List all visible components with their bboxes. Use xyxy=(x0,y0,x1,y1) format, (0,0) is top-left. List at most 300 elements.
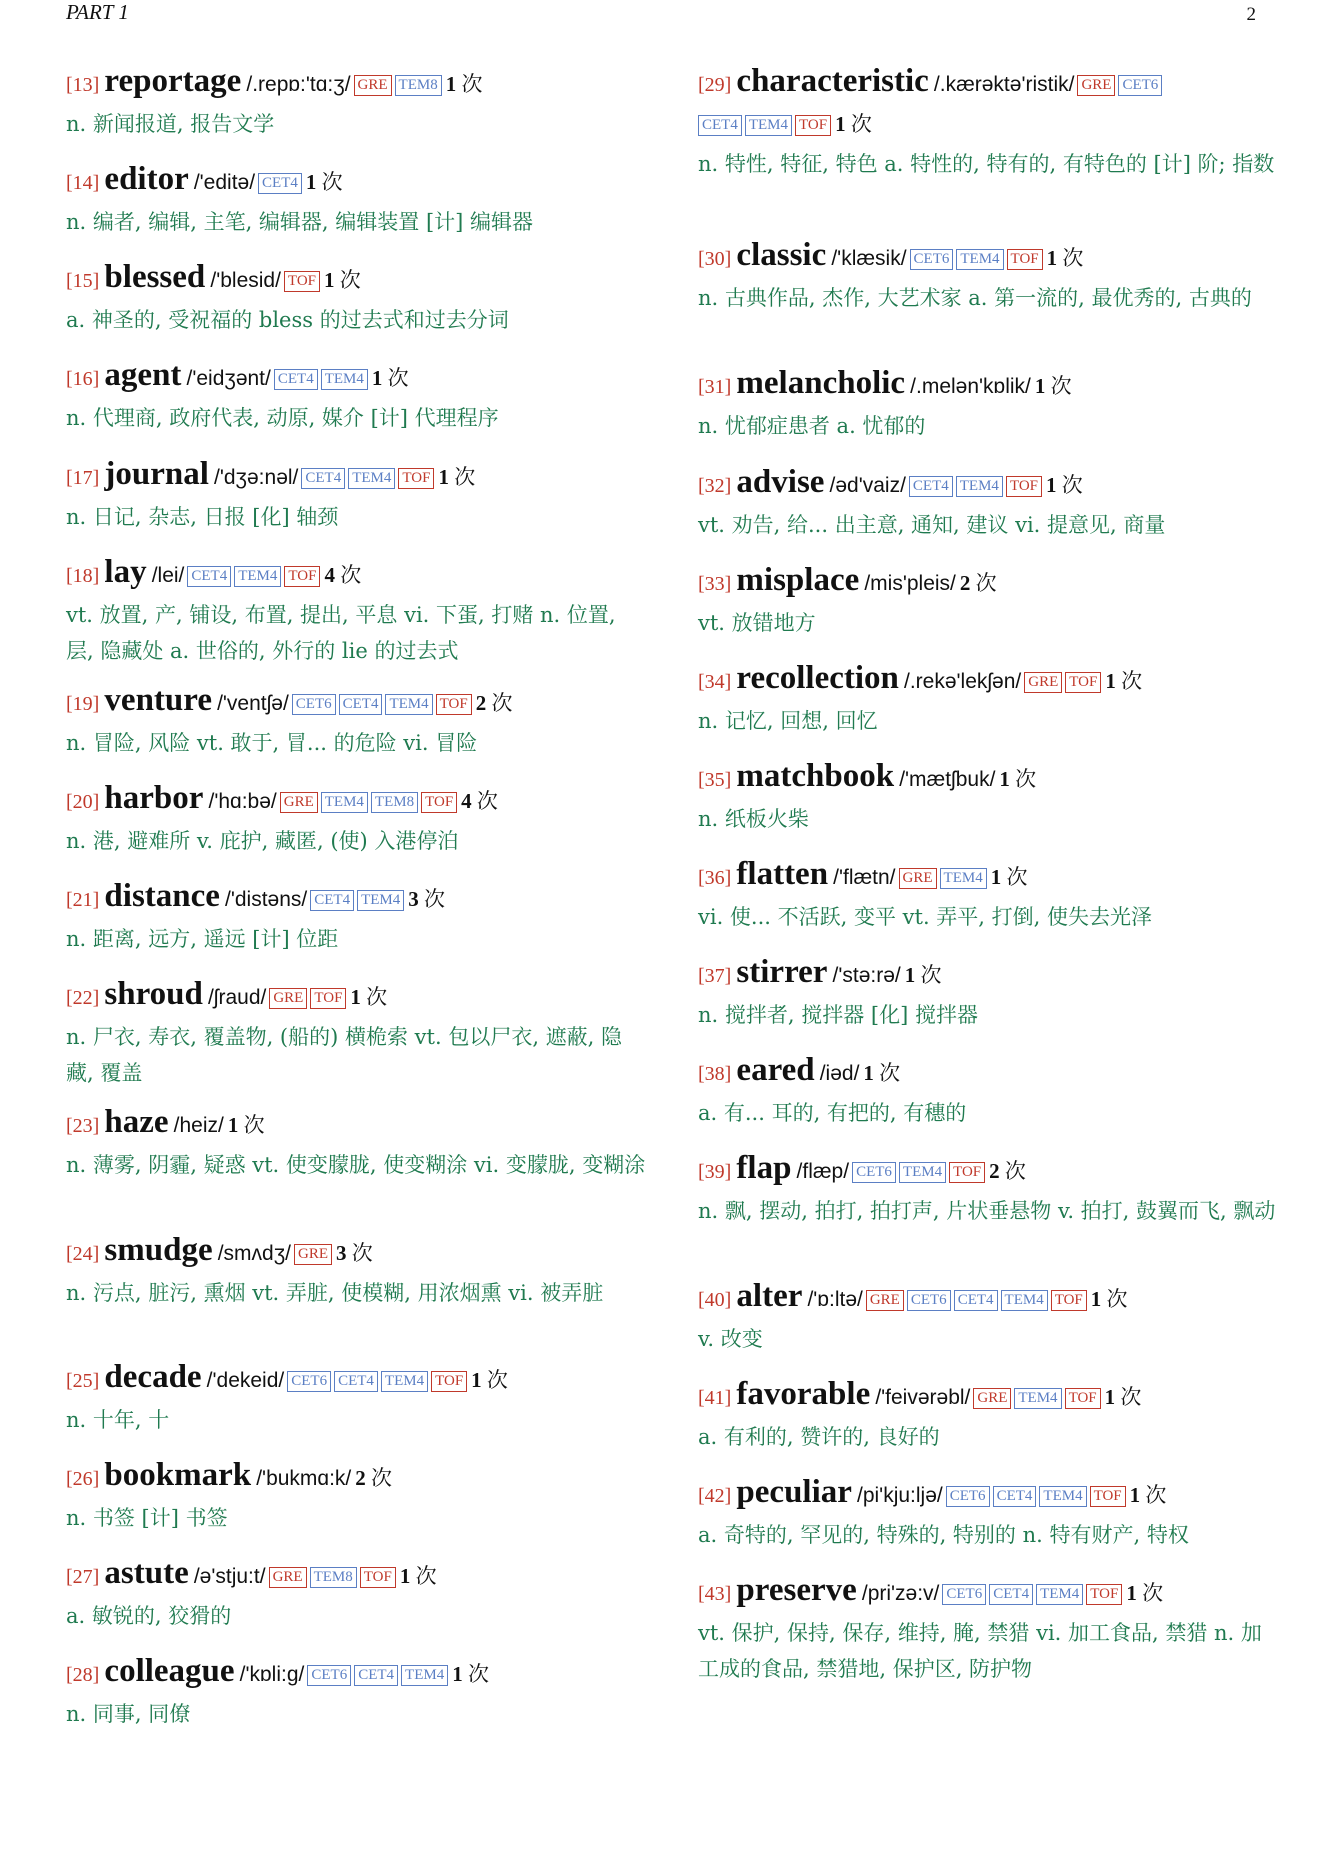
phonetic: /.melən'kɒlik/ xyxy=(910,375,1031,398)
exam-tag-tof: TOF xyxy=(284,271,320,292)
frequency-count: 3 xyxy=(408,887,419,911)
word-entry xyxy=(66,1554,646,1634)
exam-tag-tem8: TEM8 xyxy=(371,792,418,813)
word-entry xyxy=(66,975,646,1091)
frequency-unit: 次 xyxy=(999,1159,1026,1183)
entry-index: [20] xyxy=(66,791,100,813)
entry-headline xyxy=(66,1358,646,1401)
entry-headline xyxy=(698,659,1278,702)
frequency-unit: 次 xyxy=(873,1061,901,1085)
entry-index: [29] xyxy=(698,74,732,96)
phonetic: /'mætʃbuk/ xyxy=(899,768,996,791)
word-entry xyxy=(66,62,646,142)
headword: shroud xyxy=(104,976,203,1012)
entry-index: [24] xyxy=(66,1243,100,1265)
headword: favorable xyxy=(736,1376,871,1412)
exam-tag-tof: TOF xyxy=(1006,476,1042,497)
entry-index: [22] xyxy=(66,987,100,1009)
exam-tag-tof: TOF xyxy=(1051,1290,1087,1311)
definition: a. 奇特的, 罕见的, 特殊的, 特别的 n. 特有财产, 特权 xyxy=(698,1523,1189,1547)
entry-headline xyxy=(698,1473,1278,1516)
word-entry xyxy=(698,1149,1278,1229)
entry-headline xyxy=(698,1149,1278,1192)
definition: n. 代理商, 政府代表, 动原, 媒介 [计] 代理程序 xyxy=(66,406,499,430)
exam-tag-cet6: CET6 xyxy=(942,1584,986,1605)
frequency-unit: 次 xyxy=(456,72,483,96)
word-entry xyxy=(698,561,1278,641)
frequency-unit: 次 xyxy=(481,1368,508,1392)
frequency-count: 1 xyxy=(438,465,449,489)
exam-tag-tem4: TEM4 xyxy=(1014,1388,1061,1409)
frequency-count: 1 xyxy=(863,1061,874,1085)
headword: venture xyxy=(104,682,212,718)
frequency xyxy=(835,112,872,136)
entry-headline xyxy=(698,953,1278,996)
phonetic: /'ɒ:ltə/ xyxy=(807,1288,863,1311)
entry-index: [39] xyxy=(698,1161,732,1183)
exam-tag-gre: GRE xyxy=(866,1290,904,1311)
exam-tag-gre: GRE xyxy=(1077,75,1115,96)
headword: agent xyxy=(104,357,182,393)
exam-tag-tem4: TEM4 xyxy=(940,868,987,889)
phonetic: /mis'pleis/ xyxy=(864,572,956,595)
exam-tag-tof: TOF xyxy=(436,694,472,715)
headword: matchbook xyxy=(736,758,895,794)
frequency xyxy=(324,268,361,292)
exam-tag-cet4: CET4 xyxy=(993,1486,1037,1507)
exam-tag-cet4: CET4 xyxy=(909,476,953,497)
frequency xyxy=(461,789,498,813)
entry-headline xyxy=(698,1277,1278,1320)
word-entry xyxy=(66,877,646,957)
frequency-count: 2 xyxy=(355,1466,366,1490)
entry-headline xyxy=(698,463,1278,506)
entry-index: [28] xyxy=(66,1664,100,1686)
frequency-count: 1 xyxy=(227,1113,239,1137)
entry-headline xyxy=(698,561,1278,604)
word-entry xyxy=(66,455,646,535)
entry-index: [33] xyxy=(698,573,732,595)
exam-tag-cet6: CET6 xyxy=(910,249,954,270)
definition: n. 编者, 编辑, 主笔, 编辑器, 编辑装置 [计] 编辑器 xyxy=(66,210,534,234)
exam-tag-tem4: TEM4 xyxy=(234,566,281,587)
frequency xyxy=(1105,1385,1142,1409)
exam-tag-tof: TOF xyxy=(310,988,346,1009)
phonetic: /iəd/ xyxy=(819,1062,860,1085)
exam-tag-tof: TOF xyxy=(421,792,457,813)
exam-tag-tof: TOF xyxy=(1090,1486,1126,1507)
frequency-unit: 次 xyxy=(410,1564,437,1588)
headword: decade xyxy=(104,1359,202,1395)
definition: n. 古典作品, 杰作, 大艺术家 a. 第一流的, 最优秀的, 古典的 xyxy=(698,286,1252,310)
frequency-unit: 次 xyxy=(915,963,942,987)
exam-tag-gre: GRE xyxy=(899,868,937,889)
definition: a. 敏锐的, 狡猾的 xyxy=(66,1604,232,1628)
word-entry xyxy=(698,1375,1278,1455)
phonetic: /'blesid/ xyxy=(210,269,281,292)
exam-tag-tem4: TEM4 xyxy=(1039,1486,1086,1507)
entry-headline xyxy=(66,1652,646,1695)
definition: vt. 劝告, 给... 出主意, 通知, 建议 vi. 提意见, 商量 xyxy=(698,513,1166,537)
headword: bookmark xyxy=(104,1457,252,1493)
entry-headline xyxy=(698,1571,1278,1614)
definition: n. 同事, 同僚 xyxy=(66,1702,191,1726)
exam-tag-cet4: CET4 xyxy=(354,1665,398,1686)
frequency-unit: 次 xyxy=(1056,473,1083,497)
frequency-count: 4 xyxy=(461,789,472,813)
entry-headline xyxy=(66,681,646,724)
entry-headline xyxy=(66,1231,646,1274)
word-entry xyxy=(66,160,646,240)
page-header xyxy=(66,0,1256,30)
exam-tag-tof: TOF xyxy=(949,1162,985,1183)
headword: eared xyxy=(736,1052,815,1088)
frequency-unit: 次 xyxy=(334,268,361,292)
entry-index: [37] xyxy=(698,965,732,987)
exam-tag-cet4: CET4 xyxy=(339,694,383,715)
frequency-count: 1 xyxy=(1090,1287,1102,1311)
entry-index: [21] xyxy=(66,889,100,911)
entry-headline xyxy=(66,356,646,399)
exam-tag-cet4: CET4 xyxy=(310,890,354,911)
exam-tag-tem4: TEM4 xyxy=(348,468,395,489)
frequency xyxy=(1035,374,1072,398)
frequency-unit: 次 xyxy=(970,571,997,595)
exam-tag-tem4: TEM4 xyxy=(899,1162,946,1183)
exam-tag-cet4: CET4 xyxy=(954,1290,998,1311)
exam-tag-tem4: TEM4 xyxy=(745,115,792,136)
exam-tag-tof: TOF xyxy=(795,115,831,136)
frequency xyxy=(350,985,387,1009)
frequency-unit: 次 xyxy=(382,366,409,390)
frequency xyxy=(372,366,409,390)
frequency-count: 1 xyxy=(1105,669,1116,693)
phonetic: /'eidʒənt/ xyxy=(186,367,271,390)
headword: preserve xyxy=(736,1572,857,1608)
phonetic: /.rekə'lekʃən/ xyxy=(904,670,1022,693)
exam-tag-cet4: CET4 xyxy=(334,1371,378,1392)
phonetic: /heiz/ xyxy=(173,1114,224,1137)
definition: vt. 放错地方 xyxy=(698,611,816,635)
frequency xyxy=(355,1466,392,1490)
exam-tag-tof: TOF xyxy=(1065,1388,1101,1409)
exam-tag-tem4: TEM4 xyxy=(357,890,404,911)
entry-index: [16] xyxy=(66,368,100,390)
exam-tag-gre: GRE xyxy=(269,988,307,1009)
frequency-count: 1 xyxy=(904,963,916,987)
entry-index: [34] xyxy=(698,671,732,693)
entry-headline xyxy=(698,1051,1278,1094)
definition: vt. 保护, 保持, 保存, 维持, 腌, 禁猎 vi. 加工食品, 禁猎 n. 加工成的食品, 禁猎地, 保护区, 防护物 xyxy=(698,1621,1262,1681)
exam-tag-tem8: TEM8 xyxy=(395,75,442,96)
definition: n. 飘, 摆动, 拍打, 拍打声, 片状垂悬物 v. 拍打, 鼓翼而飞, 飘动 xyxy=(698,1199,1276,1223)
definition: a. 神圣的, 受祝福的 bless 的过去式和过去分词 xyxy=(66,308,509,332)
exam-tag-gre: GRE xyxy=(354,75,392,96)
word-entry xyxy=(66,356,646,436)
frequency-count: 1 xyxy=(445,72,457,96)
exam-tag-cet4: CET4 xyxy=(274,369,318,390)
frequency xyxy=(989,1159,1026,1183)
frequency-unit: 次 xyxy=(448,465,476,489)
frequency-unit: 次 xyxy=(1001,865,1028,889)
exam-tag-tem4: TEM4 xyxy=(956,476,1003,497)
phonetic: /'flætn/ xyxy=(833,866,896,889)
frequency-count: 1 xyxy=(452,1662,463,1686)
definition: a. 有... 耳的, 有把的, 有穗的 xyxy=(698,1101,967,1125)
exam-tag-tem8: TEM8 xyxy=(310,1567,357,1588)
phonetic: /'kɒli:g/ xyxy=(239,1663,305,1686)
definition: n. 纸板火柴 xyxy=(698,807,809,831)
frequency xyxy=(1105,669,1142,693)
exam-tag-cet6: CET6 xyxy=(287,1371,331,1392)
page-number: 2 xyxy=(1246,4,1256,25)
headword: misplace xyxy=(736,562,860,598)
frequency xyxy=(408,887,445,911)
frequency xyxy=(1126,1581,1163,1605)
word-entry xyxy=(66,1652,646,1732)
entry-index: [17] xyxy=(66,467,100,489)
exam-tag-tof: TOF xyxy=(284,566,320,587)
word-entry xyxy=(698,364,1278,444)
entry-headline xyxy=(66,779,646,822)
exam-tag-gre: GRE xyxy=(973,1388,1011,1409)
exam-tag-tem4: TEM4 xyxy=(1001,1290,1048,1311)
entry-index: [14] xyxy=(66,172,100,194)
phonetic: /əd'vaiz/ xyxy=(829,474,906,497)
frequency xyxy=(1130,1483,1167,1507)
frequency xyxy=(863,1061,900,1085)
entry-index: [13] xyxy=(66,74,100,96)
exam-tag-cet4: CET4 xyxy=(187,566,231,587)
entry-headline xyxy=(698,855,1278,898)
entry-index: [43] xyxy=(698,1583,732,1605)
phonetic: /pi'kju:ljə/ xyxy=(857,1484,943,1507)
headword: astute xyxy=(104,1555,189,1591)
headword: classic xyxy=(736,237,827,273)
phonetic: /'bukmɑ:k/ xyxy=(256,1467,352,1490)
frequency-unit: 次 xyxy=(471,789,498,813)
word-entry xyxy=(698,757,1278,837)
entry-index: [15] xyxy=(66,270,100,292)
entry-headline xyxy=(66,62,646,105)
headword: harbor xyxy=(104,780,204,816)
headword: stirrer xyxy=(736,954,828,990)
definition: vt. 放置, 产, 铺设, 布置, 提出, 平息 vi. 下蛋, 打赌 n. 位置, 层, 隐藏处 a. 世俗的, 外行的 lie 的过去式 xyxy=(66,603,616,663)
frequency-count: 1 xyxy=(1034,374,1046,398)
phonetic: /'feivərəbl/ xyxy=(875,1386,971,1409)
phonetic: /pri'zə:v/ xyxy=(861,1582,940,1605)
frequency-unit: 次 xyxy=(1136,1581,1164,1605)
frequency-count: 1 xyxy=(305,170,317,194)
word-entry xyxy=(66,553,646,669)
headword: smudge xyxy=(104,1232,213,1268)
frequency-unit: 次 xyxy=(365,1466,393,1490)
word-entry xyxy=(66,779,646,859)
frequency xyxy=(471,1368,508,1392)
phonetic: /'editə/ xyxy=(193,171,256,194)
entry-headline xyxy=(66,877,646,920)
frequency-count: 2 xyxy=(959,571,971,595)
word-entry xyxy=(698,855,1278,935)
exam-tag-tem4: TEM4 xyxy=(1036,1584,1083,1605)
frequency xyxy=(400,1564,437,1588)
definition: n. 污点, 脏污, 熏烟 vt. 弄脏, 使模糊, 用浓烟熏 vi. 被弄脏 xyxy=(66,1281,604,1305)
phonetic: /'distəns/ xyxy=(225,888,308,911)
exam-tag-tem4: TEM4 xyxy=(385,694,432,715)
entry-headline xyxy=(66,160,646,203)
frequency-count: 1 xyxy=(399,1564,411,1588)
phonetic: /'dekeid/ xyxy=(206,1369,285,1392)
exam-tag-gre: GRE xyxy=(269,1567,307,1588)
word-entry xyxy=(698,463,1278,543)
headword: lay xyxy=(104,554,147,590)
frequency-unit: 次 xyxy=(1045,374,1072,398)
entry-index: [31] xyxy=(698,376,732,398)
phonetic: /'ventʃə/ xyxy=(217,692,289,715)
entry-index: [38] xyxy=(698,1063,732,1085)
entry-headline xyxy=(66,1554,646,1597)
frequency xyxy=(438,465,475,489)
exam-tag-gre: GRE xyxy=(280,792,318,813)
frequency-unit: 次 xyxy=(486,691,513,715)
frequency-unit: 次 xyxy=(1115,1385,1142,1409)
frequency xyxy=(991,865,1028,889)
definition: n. 书签 [计] 书签 xyxy=(66,1506,228,1530)
entry-index: [25] xyxy=(66,1370,100,1392)
frequency-unit: 次 xyxy=(462,1662,489,1686)
headword: flap xyxy=(736,1150,792,1186)
entry-headline xyxy=(66,258,646,301)
definition: n. 记忆, 回想, 回忆 xyxy=(698,709,878,733)
phonetic: /'klæsik/ xyxy=(831,247,907,270)
frequency xyxy=(1046,473,1083,497)
phonetic: /.kærəktə'ristik/ xyxy=(933,73,1075,96)
phonetic: /ə'stju:t/ xyxy=(193,1565,266,1588)
frequency-count: 1 xyxy=(324,268,335,292)
frequency-count: 3 xyxy=(336,1241,347,1265)
exam-tag-tof: TOF xyxy=(360,1567,396,1588)
phonetic: /ʃraud/ xyxy=(207,986,267,1009)
headword: haze xyxy=(104,1104,169,1140)
exam-tag-gre: GRE xyxy=(294,1244,332,1265)
frequency-count: 1 xyxy=(999,767,1010,791)
exam-tag-tof: TOF xyxy=(1007,249,1043,270)
exam-tag-tem4: TEM4 xyxy=(401,1665,448,1686)
entry-index: [19] xyxy=(66,693,100,715)
exam-tag-cet4: CET4 xyxy=(301,468,345,489)
headword: melancholic xyxy=(736,365,906,401)
definition: n. 搅拌者, 搅拌器 [化] 搅拌器 xyxy=(698,1003,978,1027)
frequency-unit: 次 xyxy=(238,1113,265,1137)
definition: a. 有利的, 赞许的, 良好的 xyxy=(698,1425,940,1449)
definition: vi. 使... 不活跃, 变平 vt. 弄平, 打倒, 使失去光泽 xyxy=(698,905,1153,929)
word-entry xyxy=(698,236,1278,316)
frequency xyxy=(476,691,513,715)
definition: n. 十年, 十 xyxy=(66,1408,170,1432)
word-entry xyxy=(698,1473,1278,1553)
frequency xyxy=(336,1241,373,1265)
frequency-count: 1 xyxy=(1129,1483,1141,1507)
phonetic: /'stə:rə/ xyxy=(832,964,901,987)
frequency xyxy=(228,1113,265,1137)
frequency-unit: 次 xyxy=(346,1241,373,1265)
frequency-count: 1 xyxy=(371,366,383,390)
exam-tag-cet6: CET6 xyxy=(946,1486,990,1507)
entry-headline xyxy=(698,364,1278,407)
entry-headline xyxy=(66,975,646,1018)
phonetic: /flæp/ xyxy=(796,1160,850,1183)
entry-headline xyxy=(66,1456,646,1499)
frequency xyxy=(324,563,361,587)
frequency-count: 1 xyxy=(471,1368,482,1392)
frequency-count: 1 xyxy=(350,985,361,1009)
word-entry xyxy=(66,1231,646,1311)
entry-headline xyxy=(698,236,1278,279)
frequency-unit: 次 xyxy=(418,887,445,911)
frequency-count: 1 xyxy=(1046,246,1058,270)
entry-index: [41] xyxy=(698,1387,732,1409)
definition: n. 特性, 特征, 特色 a. 特性的, 特有的, 有特色的 [计] 阶; 指数 xyxy=(698,152,1275,176)
word-entry xyxy=(66,1103,646,1183)
headword: peculiar xyxy=(736,1474,852,1510)
entry-headline xyxy=(66,553,646,596)
entry-index: [40] xyxy=(698,1289,732,1311)
entry-index: [23] xyxy=(66,1115,100,1137)
definition: n. 尸衣, 寿衣, 覆盖物, (船的) 横桅索 vt. 包以尸衣, 遮蔽, 隐藏, 覆盖 xyxy=(66,1025,623,1085)
word-entry xyxy=(698,953,1278,1033)
exam-tag-cet4: CET4 xyxy=(698,115,742,136)
frequency-count: 1 xyxy=(1126,1581,1137,1605)
definition: n. 冒险, 风险 vt. 敢于, 冒... 的危险 vi. 冒险 xyxy=(66,731,478,755)
exam-tag-cet6: CET6 xyxy=(307,1665,351,1686)
headword: colleague xyxy=(104,1653,235,1689)
headword: reportage xyxy=(104,63,242,99)
frequency-unit: 次 xyxy=(360,985,388,1009)
frequency xyxy=(446,72,483,96)
headword: characteristic xyxy=(736,63,929,99)
phonetic: /'dʒə:nəl/ xyxy=(214,466,299,489)
word-entry xyxy=(698,1051,1278,1131)
word-entry xyxy=(66,1456,646,1536)
definition: n. 港, 避难所 v. 庇护, 藏匿, (使) 入港停泊 xyxy=(66,829,459,853)
exam-tag-cet4: CET4 xyxy=(258,173,302,194)
exam-tag-tem4: TEM4 xyxy=(956,249,1003,270)
exam-tag-cet6: CET6 xyxy=(852,1162,896,1183)
entry-headline xyxy=(698,62,1278,105)
frequency-count: 1 xyxy=(1046,473,1057,497)
exam-tag-tem4: TEM4 xyxy=(381,1371,428,1392)
frequency xyxy=(999,767,1036,791)
word-entry xyxy=(698,62,1278,182)
entry-index: [35] xyxy=(698,769,732,791)
phonetic: /smʌdʒ/ xyxy=(217,1242,291,1265)
exam-tag-tof: TOF xyxy=(431,1371,467,1392)
frequency-count: 4 xyxy=(324,563,335,587)
frequency xyxy=(452,1662,489,1686)
entry-headline xyxy=(66,455,646,498)
frequency-unit: 次 xyxy=(1101,1287,1128,1311)
frequency-count: 1 xyxy=(835,112,846,136)
exam-tag-gre: GRE xyxy=(1024,672,1062,693)
headword: alter xyxy=(736,1278,803,1314)
frequency-unit: 次 xyxy=(845,112,872,136)
frequency-count: 2 xyxy=(475,691,487,715)
exam-tag-cet6: CET6 xyxy=(1118,75,1162,96)
definition: n. 薄雾, 阴霾, 疑惑 vt. 使变朦胧, 使变糊涂 vi. 变朦胧, 变糊涂 xyxy=(66,1153,646,1177)
headword: recollection xyxy=(736,660,899,696)
entry-headline xyxy=(698,757,1278,800)
exam-tag-cet6: CET6 xyxy=(907,1290,951,1311)
